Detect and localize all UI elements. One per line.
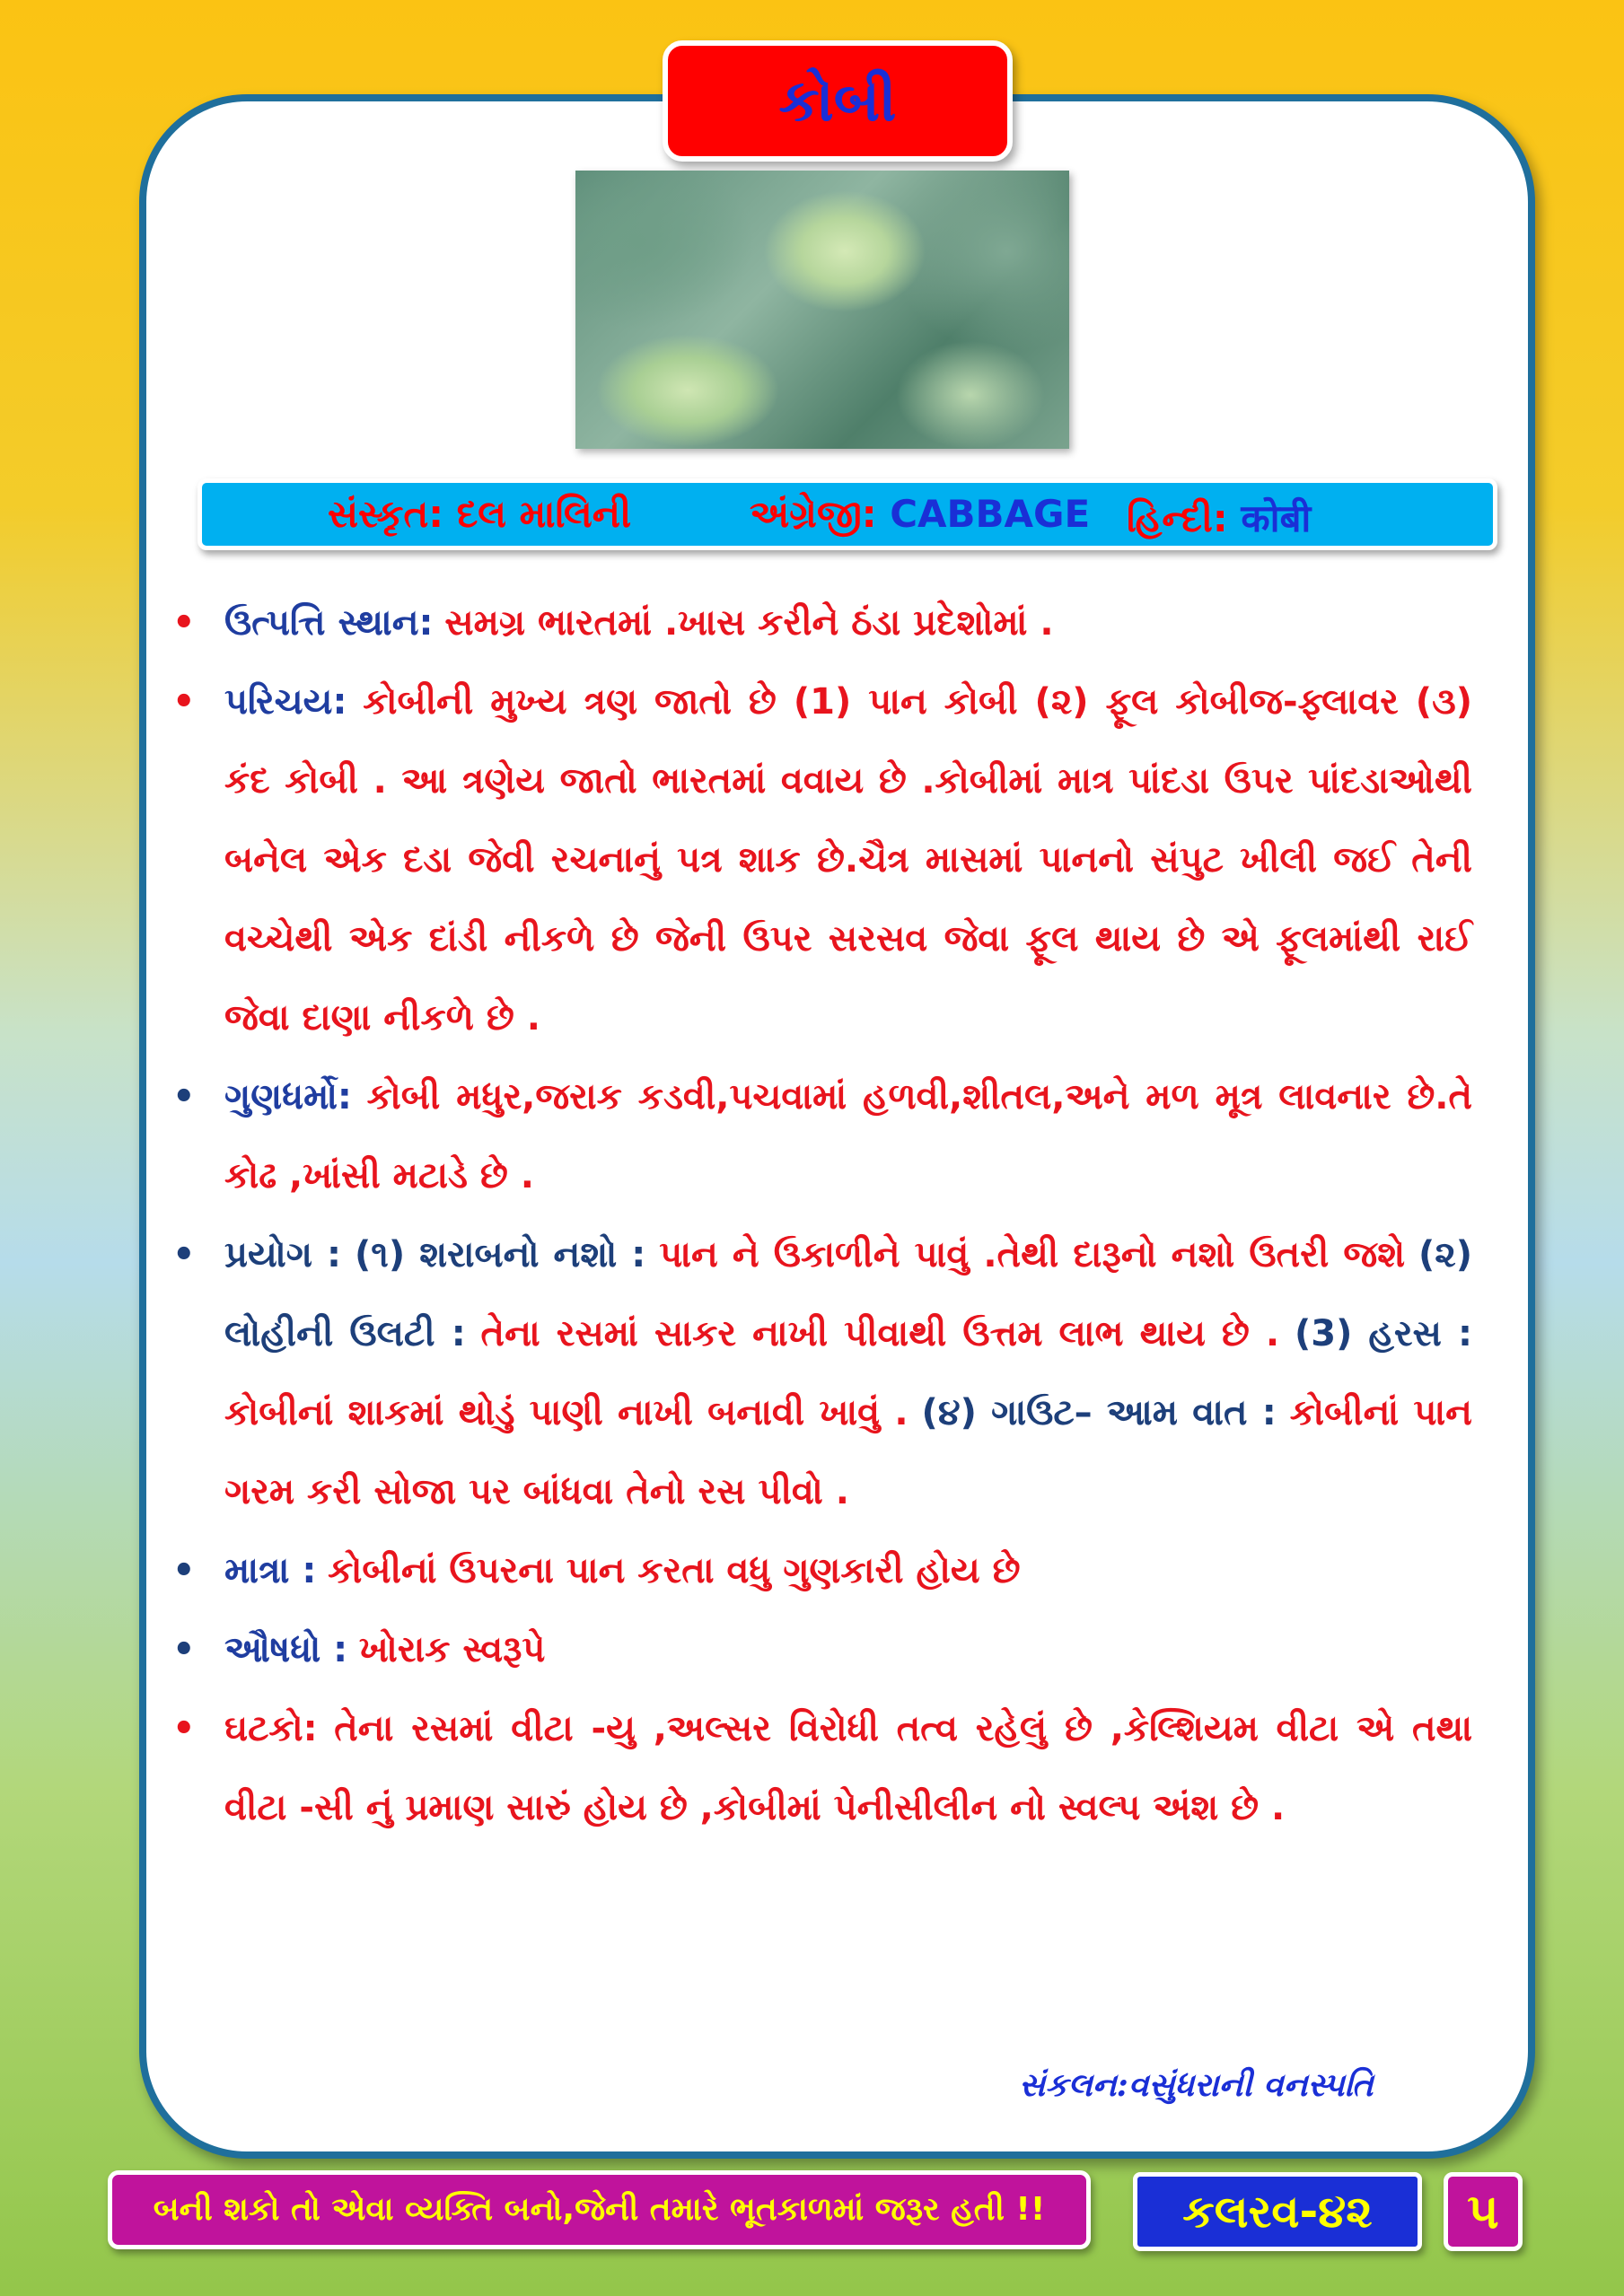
page-number-badge bbox=[1444, 2172, 1523, 2251]
item-text: કોબી મધુર,જરાક કડવી,પચવામાં હળવી,શીતલ,અને મળ મૂત્ર લાવનાર છે.તે કોઢ ,ખાંસી મટાડે છે . bbox=[224, 1076, 1472, 1196]
list-item-dosage bbox=[171, 1531, 1472, 1610]
bullet-dot-icon: • bbox=[172, 1076, 196, 1117]
usage-4-text: કોબીનાં પાન ગરમ કરી સોજા પર બાંધવા તેનો રસ પીવો . bbox=[224, 1392, 1472, 1512]
page-title: કોબી bbox=[778, 67, 897, 135]
usage-2-label: (૨) લોહીની ઉલટી : bbox=[224, 1234, 1473, 1354]
usage-3-text: કોબીનાં શાકમાં થોડું પાણી નાખી બનાવી ખાવું . bbox=[224, 1392, 909, 1433]
hindi-label: હિન્દી: bbox=[1127, 496, 1228, 540]
list-item-origin bbox=[171, 583, 1472, 662]
item-label: પ્રયોગ : bbox=[224, 1234, 342, 1275]
item-text: કોબીનાં ઉપરના પાન કરતા વધુ ગુણકારી હોય છે bbox=[328, 1550, 1021, 1591]
cabbage-photo bbox=[575, 171, 1069, 449]
page-number: ૫ bbox=[1467, 2183, 1499, 2239]
content-list bbox=[171, 583, 1472, 1847]
issue-text: કલરવ-૪૨ bbox=[1182, 2185, 1373, 2238]
usage-1-text: પાન ને ઉકાળીને પાવું .તેથી દારૂનો નશો ઉતરી જશે bbox=[659, 1234, 1406, 1275]
english-value: CABBAGE bbox=[890, 492, 1091, 536]
usage-4-label: (૪) ગાઉટ– આમ વાત : bbox=[921, 1392, 1277, 1433]
bullet-dot-icon: • bbox=[172, 681, 196, 723]
english-name bbox=[750, 492, 1090, 537]
sanskrit-value: દલ માલિની bbox=[456, 492, 632, 536]
usage-2-text: તેના રસમાં સાકર નાખી પીવાથી ઉત્તમ લાભ થાય છે . bbox=[480, 1313, 1280, 1354]
bullet-dot-icon: • bbox=[172, 1708, 196, 1749]
item-text: કોબીની મુખ્ય ત્રણ જાતો છે (1) પાન કોબી (૨) ફૂલ કોબીજ-ફ્લાવર (૩) કંદ કોબી . આ ત્રણેય જાતો ભારતમાં વવાય છે .કોબીમાં માત્ર પાંદડા ઉપર પાંદડાઓથી બનેલ એક દડા જેવી રચનાનું પત્ર શાક છે.ચૈત્ર માસમાં પાનનો સંપુટ ખીલી જઈ તેની વચ્ચેથી એક દાંડી નીકળે છે જેની ઉપર સરસવ જેવા ફૂલ થાય છે એ ફૂલમાંથી રાઈ જેવા દાણા નીકળે છે . bbox=[224, 681, 1472, 1038]
bullet-dot-icon: • bbox=[172, 1234, 196, 1275]
quote-text: બની શકો તો એવા વ્યક્તિ બનો,જેની તમારે ભૂતકાળમાં જરૂર હતી !! bbox=[153, 2191, 1046, 2228]
item-label: ઉત્પત્તિ સ્થાન: bbox=[224, 602, 434, 644]
issue-badge bbox=[1133, 2172, 1422, 2251]
item-label: પરિચય: bbox=[224, 681, 347, 723]
hindi-name bbox=[1127, 492, 1311, 543]
sanskrit-label: સંસ્કૃત: bbox=[328, 492, 444, 536]
bullet-dot-icon: • bbox=[172, 1550, 196, 1591]
item-text: સમગ્ર ભારતમાં .ખાસ કરીને ઠંડા પ્રદેશોમાં . bbox=[444, 602, 1054, 644]
item-label: ઘટકો: bbox=[224, 1708, 318, 1749]
sanskrit-name bbox=[328, 492, 631, 537]
usage-3-label: (3) હરસ : bbox=[1294, 1313, 1472, 1354]
item-text: ખોરાક સ્વરૂપે bbox=[358, 1629, 546, 1670]
hindi-value: कोबी bbox=[1241, 496, 1312, 540]
bullet-dot-icon: • bbox=[172, 602, 196, 644]
list-item-constituents bbox=[171, 1689, 1472, 1847]
list-item-intro bbox=[171, 662, 1472, 1057]
title-badge bbox=[663, 40, 1013, 162]
item-label: માત્રા : bbox=[224, 1550, 317, 1591]
item-label: ઔષધો : bbox=[224, 1629, 348, 1670]
credit-text: સંકલન:વસુંધરાની વનસ્પતિ bbox=[1019, 2066, 1374, 2104]
list-item-usage bbox=[171, 1215, 1472, 1531]
english-label: અંગ્રેજી: bbox=[750, 492, 877, 536]
item-label: ગુણધર્મો: bbox=[224, 1076, 352, 1117]
usage-1-label: (૧) શરાબનો નશો : bbox=[354, 1234, 646, 1275]
list-item-medicines bbox=[171, 1610, 1472, 1689]
names-bar bbox=[198, 478, 1497, 550]
bullet-dot-icon: • bbox=[172, 1629, 196, 1670]
item-text: તેના રસમાં વીટા -યુ ,અલ્સર વિરોધી તત્વ રહેલું છે ,કેલ્શિયમ વીટા એ તથા વીટા -સી નું પ્રમાણ સારું હોય છે ,કોબીમાં પેનીસીલીન નો સ્વલ્પ અંશ છે . bbox=[224, 1708, 1473, 1828]
quote-banner bbox=[108, 2170, 1091, 2249]
list-item-properties bbox=[171, 1057, 1472, 1215]
